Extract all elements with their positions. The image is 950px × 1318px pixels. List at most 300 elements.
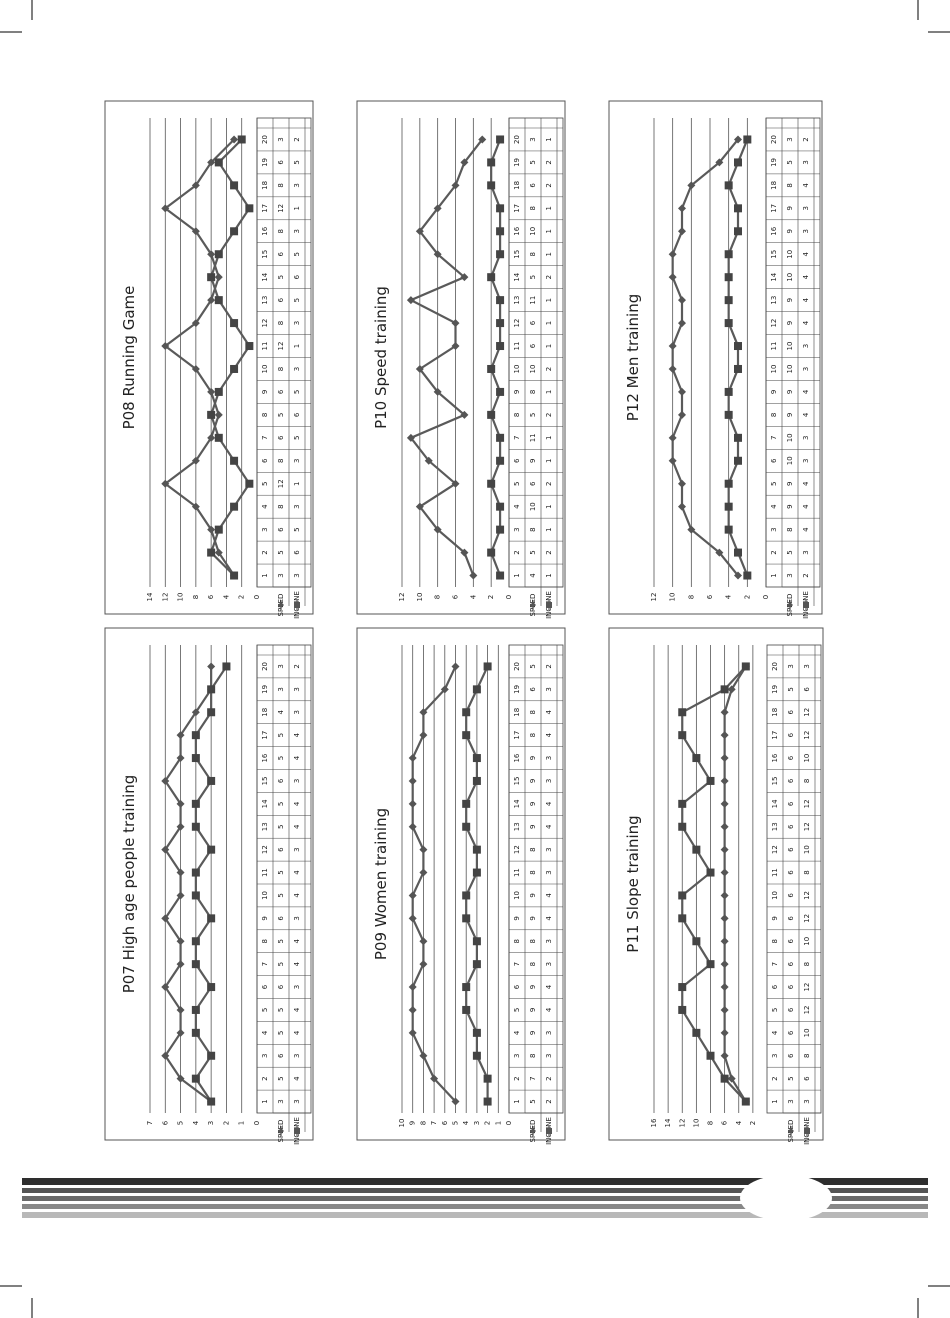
incline-point xyxy=(721,1075,729,1083)
speed-point xyxy=(669,273,677,281)
incline-point xyxy=(734,434,742,442)
incline-value: 3 xyxy=(293,183,301,188)
speed-point xyxy=(669,250,677,258)
incline-value: 4 xyxy=(802,297,810,303)
speed-value: 6 xyxy=(787,801,795,807)
category-label: 11 xyxy=(513,341,521,351)
incline-value: 10 xyxy=(803,1028,811,1038)
speed-point xyxy=(409,777,417,785)
speed-point xyxy=(721,869,729,877)
series-incline xyxy=(487,135,504,579)
incline-value: 12 xyxy=(803,982,811,992)
y-tick-label: 2 xyxy=(743,594,752,600)
incline-value: 4 xyxy=(802,389,810,395)
speed-value: 8 xyxy=(277,229,285,234)
incline-point xyxy=(215,388,223,396)
series-line xyxy=(411,139,482,575)
speed-value: 5 xyxy=(529,550,537,555)
speed-value: 8 xyxy=(277,366,285,372)
speed-point xyxy=(721,960,729,968)
category-label: 6 xyxy=(261,984,269,990)
incline-value: 3 xyxy=(545,755,553,761)
incline-point xyxy=(245,480,253,488)
speed-value: 10 xyxy=(529,502,537,512)
y-tick-label: 7 xyxy=(430,1120,439,1126)
category-label: 12 xyxy=(513,318,521,328)
speed-point xyxy=(409,800,417,808)
incline-point xyxy=(496,296,504,304)
incline-point xyxy=(473,777,481,785)
category-label: 4 xyxy=(513,504,521,509)
incline-point xyxy=(496,319,504,327)
y-tick-label: 2 xyxy=(237,594,246,600)
y-tick-label: 2 xyxy=(222,1120,231,1126)
incline-point xyxy=(487,480,495,488)
incline-point xyxy=(678,1006,686,1014)
category-label: 12 xyxy=(770,318,778,328)
incline-point xyxy=(192,1006,200,1014)
speed-value: 5 xyxy=(277,893,285,898)
category-label: 17 xyxy=(261,730,269,740)
gridlines xyxy=(146,118,261,601)
incline-value: 3 xyxy=(545,870,553,875)
data-table xyxy=(257,118,311,619)
category-label: 5 xyxy=(261,1007,269,1013)
speed-point xyxy=(669,434,677,442)
incline-point xyxy=(678,708,686,716)
incline-value: 12 xyxy=(803,913,811,923)
incline-value: 5 xyxy=(293,527,301,532)
category-label: 10 xyxy=(513,890,521,900)
speed-point xyxy=(721,983,729,991)
speed-value: 5 xyxy=(277,824,285,829)
y-tick-label: 2 xyxy=(487,594,496,600)
speed-value: 6 xyxy=(529,687,537,692)
speed-value: 5 xyxy=(787,687,795,692)
y-tick-label: 4 xyxy=(191,1120,200,1126)
speed-value: 5 xyxy=(277,732,285,738)
chart-5 xyxy=(609,628,823,1145)
y-tick-label: 8 xyxy=(191,594,200,600)
speed-value: 8 xyxy=(529,732,537,738)
data-table xyxy=(509,118,563,619)
footer-stripes xyxy=(22,1175,928,1221)
incline-value: 6 xyxy=(293,412,301,418)
incline-value: 3 xyxy=(545,1030,553,1036)
charts-layer xyxy=(105,101,823,1145)
incline-value: 6 xyxy=(803,687,811,692)
category-label: 13 xyxy=(513,822,521,832)
incline-point xyxy=(462,914,470,922)
category-label: 7 xyxy=(261,961,269,967)
incline-point xyxy=(484,662,492,670)
category-label: 8 xyxy=(513,412,521,418)
category-label: 11 xyxy=(261,868,269,878)
speed-value: 5 xyxy=(277,939,285,944)
incline-point xyxy=(207,273,215,281)
incline-point xyxy=(678,891,686,899)
incline-value: 3 xyxy=(293,984,301,990)
speed-point xyxy=(678,296,686,304)
y-tick-label: 3 xyxy=(207,1120,216,1126)
incline-value: 12 xyxy=(803,707,811,717)
incline-point xyxy=(725,526,733,534)
incline-point xyxy=(192,891,200,899)
speed-value: 6 xyxy=(787,893,795,898)
speed-value: 12 xyxy=(277,479,285,489)
legend-marker-incline xyxy=(546,602,552,608)
category-label: 7 xyxy=(770,435,778,441)
incline-point xyxy=(707,777,715,785)
category-label: 2 xyxy=(513,1076,521,1081)
incline-point xyxy=(725,296,733,304)
speed-value: 6 xyxy=(787,961,795,967)
speed-value: 8 xyxy=(529,1053,537,1058)
category-label: 16 xyxy=(261,226,269,236)
legend-marker-incline xyxy=(546,1128,552,1134)
speed-value: 8 xyxy=(529,251,537,257)
incline-value: 3 xyxy=(545,1053,553,1058)
incline-value: 4 xyxy=(802,183,810,188)
incline-value: 4 xyxy=(545,893,553,898)
speed-point xyxy=(678,411,686,419)
incline-value: 4 xyxy=(293,1030,301,1036)
y-tick-label: 2 xyxy=(748,1120,757,1126)
category-label: 14 xyxy=(770,272,778,282)
speed-point xyxy=(452,319,460,327)
speed-value: 3 xyxy=(787,1099,795,1104)
incline-point xyxy=(207,708,215,716)
chart-title: P08 Running Game xyxy=(120,285,138,430)
incline-point xyxy=(487,181,495,189)
category-label: 18 xyxy=(261,707,269,717)
speed-value: 6 xyxy=(787,755,795,761)
incline-value: 10 xyxy=(803,936,811,946)
speed-value: 6 xyxy=(529,183,537,188)
speed-value: 6 xyxy=(787,939,795,944)
category-label: 14 xyxy=(513,272,521,282)
category-label: 10 xyxy=(261,890,269,900)
data-table xyxy=(509,645,563,1145)
incline-point xyxy=(207,914,215,922)
incline-point xyxy=(725,411,733,419)
y-tick-label: 6 xyxy=(161,1120,170,1126)
incline-value: 2 xyxy=(293,137,301,142)
incline-value: 1 xyxy=(293,481,301,486)
speed-value: 8 xyxy=(277,458,285,464)
y-tick-label: 10 xyxy=(668,592,677,602)
incline-value: 1 xyxy=(545,137,553,142)
y-tick-label: 12 xyxy=(161,592,170,602)
category-label: 6 xyxy=(771,984,779,990)
incline-point xyxy=(215,296,223,304)
speed-value: 5 xyxy=(786,160,794,165)
incline-value: 5 xyxy=(293,160,301,165)
incline-value: 1 xyxy=(545,458,553,464)
speed-point xyxy=(669,365,677,373)
category-label: 5 xyxy=(513,481,521,486)
speed-value: 9 xyxy=(529,984,537,990)
speed-value: 6 xyxy=(277,435,285,441)
category-label: 13 xyxy=(770,295,778,305)
category-label: 16 xyxy=(771,753,779,763)
chart-6 xyxy=(609,101,822,619)
incline-point xyxy=(462,1006,470,1014)
category-label: 10 xyxy=(261,364,269,374)
incline-point xyxy=(496,135,504,143)
incline-value: 4 xyxy=(545,984,553,990)
incline-value: 6 xyxy=(293,274,301,280)
incline-point xyxy=(692,846,700,854)
chart-title: P11 Slope training xyxy=(624,815,642,953)
category-label: 4 xyxy=(771,1030,779,1036)
category-label: 13 xyxy=(261,822,269,832)
incline-value: 4 xyxy=(802,412,810,418)
speed-point xyxy=(409,983,417,991)
incline-value: 4 xyxy=(293,801,301,807)
category-label: 19 xyxy=(771,684,779,694)
series-line xyxy=(725,666,746,1101)
speed-point xyxy=(669,342,677,350)
chart-1 xyxy=(105,628,313,1145)
category-label: 3 xyxy=(513,527,521,532)
speed-value: 10 xyxy=(786,249,794,259)
speed-value: 6 xyxy=(787,824,795,829)
speed-point xyxy=(678,204,686,212)
incline-value: 2 xyxy=(545,481,553,486)
y-tick-label: 14 xyxy=(146,592,154,602)
category-label: 12 xyxy=(771,845,779,855)
speed-point xyxy=(409,891,417,899)
speed-value: 8 xyxy=(529,961,537,967)
speed-value: 9 xyxy=(529,1030,537,1036)
speed-value: 6 xyxy=(787,1030,795,1036)
speed-point xyxy=(419,960,427,968)
incline-value: 2 xyxy=(545,160,553,165)
y-tick-label: 8 xyxy=(687,594,696,600)
incline-point xyxy=(230,319,238,327)
category-label: 18 xyxy=(770,180,778,190)
incline-value: 2 xyxy=(802,573,810,578)
incline-value: 1 xyxy=(545,435,553,441)
data-table xyxy=(257,645,311,1145)
speed-value: 11 xyxy=(529,295,537,305)
speed-point xyxy=(721,891,729,899)
category-label: 4 xyxy=(770,504,778,509)
incline-point xyxy=(230,181,238,189)
category-label: 9 xyxy=(771,916,779,921)
incline-value: 1 xyxy=(545,320,553,326)
speed-point xyxy=(419,869,427,877)
category-label: 11 xyxy=(261,341,269,351)
incline-point xyxy=(207,777,215,785)
speed-value: 5 xyxy=(277,274,285,280)
incline-point xyxy=(734,365,742,373)
speed-value: 11 xyxy=(529,433,537,443)
incline-point xyxy=(207,983,215,991)
incline-point xyxy=(462,823,470,831)
speed-value: 3 xyxy=(787,664,795,669)
category-label: 19 xyxy=(770,157,778,167)
category-label: 3 xyxy=(513,1053,521,1058)
category-label: 9 xyxy=(513,916,521,921)
speed-point xyxy=(669,457,677,465)
incline-value: 8 xyxy=(803,870,811,875)
incline-point xyxy=(192,823,200,831)
incline-value: 4 xyxy=(293,939,301,944)
incline-value: 3 xyxy=(293,710,301,715)
speed-value: 6 xyxy=(787,1007,795,1013)
speed-value: 6 xyxy=(277,389,285,395)
category-label: 10 xyxy=(513,364,521,374)
category-label: 18 xyxy=(771,707,779,717)
speed-value: 5 xyxy=(529,160,537,165)
incline-value: 3 xyxy=(545,687,553,692)
speed-value: 6 xyxy=(277,984,285,990)
category-label: 4 xyxy=(261,1030,269,1036)
category-label: 1 xyxy=(771,1099,779,1104)
y-tick-label: 7 xyxy=(146,1120,154,1126)
category-label: 14 xyxy=(261,799,269,809)
category-label: 4 xyxy=(513,1030,521,1036)
incline-point xyxy=(207,411,215,419)
incline-value: 2 xyxy=(293,664,301,669)
y-tick-label: 4 xyxy=(222,594,231,600)
incline-value: 10 xyxy=(803,753,811,763)
y-tick-label: 2 xyxy=(483,1120,492,1126)
category-label: 19 xyxy=(513,684,521,694)
speed-point xyxy=(678,388,686,396)
speed-point xyxy=(721,708,729,716)
incline-value: 3 xyxy=(802,229,810,234)
category-label: 13 xyxy=(261,295,269,305)
speed-point xyxy=(419,846,427,854)
speed-point xyxy=(721,777,729,785)
incline-value: 2 xyxy=(545,1099,553,1104)
y-tick-label: 6 xyxy=(440,1120,449,1126)
category-label: 17 xyxy=(770,203,778,213)
speed-point xyxy=(419,1052,427,1060)
category-label: 11 xyxy=(770,341,778,351)
category-label: 16 xyxy=(513,753,521,763)
speed-value: 8 xyxy=(529,870,537,875)
chart-3 xyxy=(357,628,565,1145)
speed-point xyxy=(409,914,417,922)
chart-title: P12 Men training xyxy=(624,293,642,422)
speed-value: 3 xyxy=(277,573,285,578)
y-tick-label: 6 xyxy=(720,1120,729,1126)
incline-point xyxy=(215,434,223,442)
series-incline xyxy=(207,135,253,579)
incline-value: 4 xyxy=(802,527,810,532)
y-tick-label: 12 xyxy=(650,592,658,602)
category-label: 8 xyxy=(513,939,521,944)
category-label: 20 xyxy=(261,135,269,144)
category-label: 15 xyxy=(513,776,521,786)
y-tick-label: 12 xyxy=(398,592,406,602)
incline-value: 4 xyxy=(293,1007,301,1013)
speed-value: 8 xyxy=(529,710,537,715)
incline-value: 5 xyxy=(293,251,301,257)
y-tick-label: 0 xyxy=(505,594,513,600)
speed-value: 4 xyxy=(277,710,285,715)
y-tick-label: 4 xyxy=(724,594,733,600)
category-label: 19 xyxy=(261,684,269,694)
speed-point xyxy=(678,480,686,488)
y-tick-label: 4 xyxy=(734,1120,743,1126)
y-tick-label: 10 xyxy=(415,592,424,602)
speed-value: 5 xyxy=(529,664,537,669)
incline-point xyxy=(692,937,700,945)
category-label: 7 xyxy=(513,961,521,967)
speed-value: 3 xyxy=(786,137,794,142)
category-label: 11 xyxy=(771,868,779,878)
incline-point xyxy=(496,457,504,465)
category-label: 3 xyxy=(770,527,778,532)
incline-value: 3 xyxy=(293,573,301,578)
category-label: 12 xyxy=(513,845,521,855)
speed-point xyxy=(419,731,427,739)
y-tick-label: 6 xyxy=(451,594,460,600)
incline-value: 3 xyxy=(802,550,810,555)
category-label: 16 xyxy=(513,226,521,236)
speed-value: 3 xyxy=(786,573,794,578)
speed-point xyxy=(452,662,460,670)
incline-value: 4 xyxy=(293,870,301,875)
speed-value: 3 xyxy=(277,1099,285,1104)
incline-point xyxy=(496,250,504,258)
incline-point xyxy=(192,960,200,968)
speed-value: 5 xyxy=(277,1030,285,1036)
category-label: 15 xyxy=(513,249,521,259)
speed-value: 5 xyxy=(787,1076,795,1081)
y-tick-label: 0 xyxy=(505,1120,513,1126)
incline-point xyxy=(487,411,495,419)
speed-point xyxy=(409,823,417,831)
speed-value: 5 xyxy=(277,801,285,807)
incline-value: 12 xyxy=(803,822,811,832)
speed-value: 7 xyxy=(529,1076,537,1081)
incline-value: 3 xyxy=(293,366,301,372)
speed-value: 6 xyxy=(277,251,285,257)
incline-point xyxy=(473,846,481,854)
incline-point xyxy=(192,937,200,945)
y-tick-label: 0 xyxy=(253,594,261,600)
category-label: 20 xyxy=(770,135,778,144)
incline-point xyxy=(238,135,246,143)
incline-value: 5 xyxy=(293,389,301,395)
speed-point xyxy=(409,1029,417,1037)
series-speed xyxy=(669,135,742,579)
speed-point xyxy=(678,503,686,511)
speed-value: 9 xyxy=(786,206,794,211)
incline-point xyxy=(473,1052,481,1060)
incline-point xyxy=(496,434,504,442)
incline-point xyxy=(692,1029,700,1037)
gridlines xyxy=(146,645,261,1125)
category-label: 10 xyxy=(770,364,778,374)
speed-value: 9 xyxy=(529,458,537,464)
incline-point xyxy=(207,1052,215,1060)
category-label: 1 xyxy=(513,1099,521,1104)
y-tick-label: 1 xyxy=(237,1120,246,1126)
category-label: 10 xyxy=(771,890,779,900)
speed-value: 6 xyxy=(787,732,795,738)
speed-value: 6 xyxy=(787,778,795,784)
y-tick-label: 9 xyxy=(408,1120,417,1126)
incline-point xyxy=(230,365,238,373)
speed-point xyxy=(721,1006,729,1014)
